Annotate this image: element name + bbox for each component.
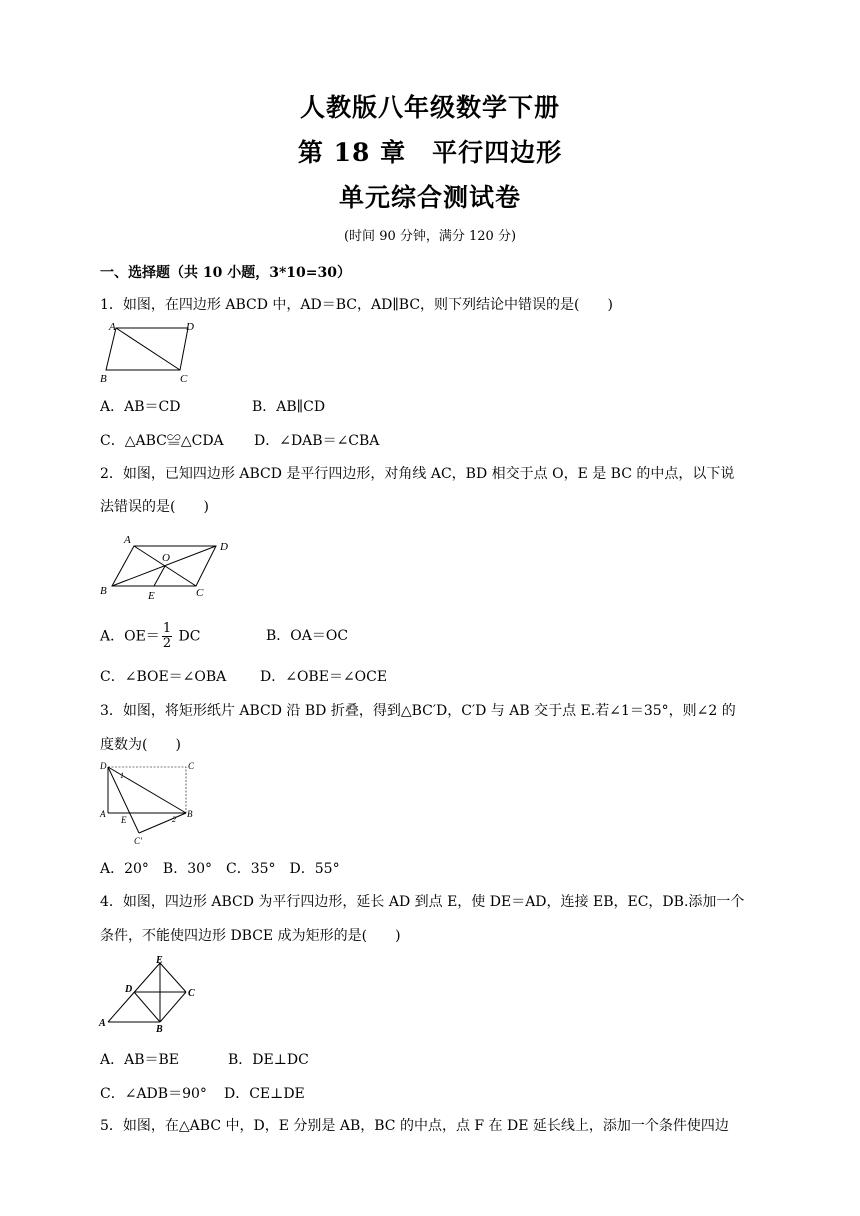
question-3-stem-line2: 度数为( ) [100,737,181,753]
q3-angle-2: 2 [172,815,176,824]
question-4-figure [96,954,206,1034]
q2-label-b: B [100,585,107,597]
question-2-stem-line1: 2．如图，已知四边形 ABCD 是平行四边形，对角线 AC，BD 相交于点 O，E 是 BC 的中点，以下说 [100,466,735,482]
q1-label-d: D [186,321,194,333]
q3-label-c-prime: C′ [134,836,142,846]
q2-option-c: C．∠BOE＝∠OBA [100,669,227,685]
chapter-title: 第 18 章 平行四边形 [297,138,563,167]
q1-label-b: B [100,373,107,385]
question-2-stem-line2: 法错误的是( ) [100,499,209,515]
q2-option-b: B．OA＝OC [266,628,349,644]
q1-option-c: C．△ABC≌△CDA [100,433,224,449]
q1-label-a: A [109,321,116,333]
q3-label-e: E [121,815,127,825]
time-score-note: (时间 90 分钟，满分 120 分) [343,229,517,244]
q1-option-d: D．∠DAB＝∠CBA [254,433,380,449]
q3-label-c: C [188,761,195,771]
question-2-figure [96,530,236,604]
q4-option-b: B．DE⊥DC [228,1052,309,1068]
question-3-stem-line1: 3．如图，将矩形纸片 ABCD 沿 BD 折叠，得到△BC′D，C′D 与 AB 交于点 E.若∠1＝35°，则∠2 的 [100,703,736,719]
test-title: 单元综合测试卷 [338,183,521,212]
q2-option-a [100,622,200,651]
q4-label-a: A [99,1018,106,1029]
q2-fraction [162,622,172,651]
q4-label-c: C [188,988,195,999]
q3-label-b: B [187,809,193,819]
document-title: 人教版八年级数学下册 [299,93,560,122]
q4-option-c: C．∠ADB＝90° [100,1086,207,1102]
section-heading: 一、选择题（共 10 小题，3*10=30） [100,265,351,281]
q2-option-a-suffix: DC [178,628,201,645]
question-1-figure [98,318,198,386]
q2-fraction-numerator: 1 [162,621,172,636]
question-4-stem-line2: 条件，不能使四边形 DBCE 成为矩形的是( ) [100,928,401,944]
q2-label-c: C [196,587,204,599]
question-1-stem: 1．如图，在四边形 ABCD 中，AD＝BC，AD∥BC，则下列结论中错误的是( ) [100,297,613,313]
q2-fraction-denominator: 2 [162,636,172,651]
q3-options: A．20° B．30° C．35° D．55° [100,861,340,877]
q3-angle-1: 1 [120,771,124,780]
q4-label-b: B [156,1024,163,1034]
q4-option-d: D．CE⊥DE [224,1086,305,1102]
q3-label-d: D [100,761,107,771]
q1-option-b: B．AB∥CD [252,399,326,415]
q4-label-d: D [125,984,133,995]
q2-label-o: O [162,552,170,564]
q2-option-a-prefix: A．OE＝ [100,628,160,645]
q2-label-d: D [220,541,228,553]
q2-option-d: D．∠OBE＝∠OCE [260,669,388,685]
q1-label-c: C [180,373,188,385]
question-4-stem-line1: 4．如图，四边形 ABCD 为平行四边形，延长 AD 到点 E，使 DE＝AD，连接 EB，EC，DB.添加一个 [100,894,745,910]
q4-label-e: E [156,955,163,966]
q1-option-a: A．AB＝CD [100,399,181,415]
q2-label-e: E [148,590,155,602]
q3-label-a: A [100,809,106,819]
question-3-figure [96,758,200,848]
q4-option-a: A．AB＝BE [100,1052,180,1068]
q2-label-a: A [124,534,131,546]
question-5-stem-line1: 5．如图，在△ABC 中，D，E 分别是 AB，BC 的中点，点 F 在 DE 延长线上，添加一个条件使四边 [100,1118,729,1134]
